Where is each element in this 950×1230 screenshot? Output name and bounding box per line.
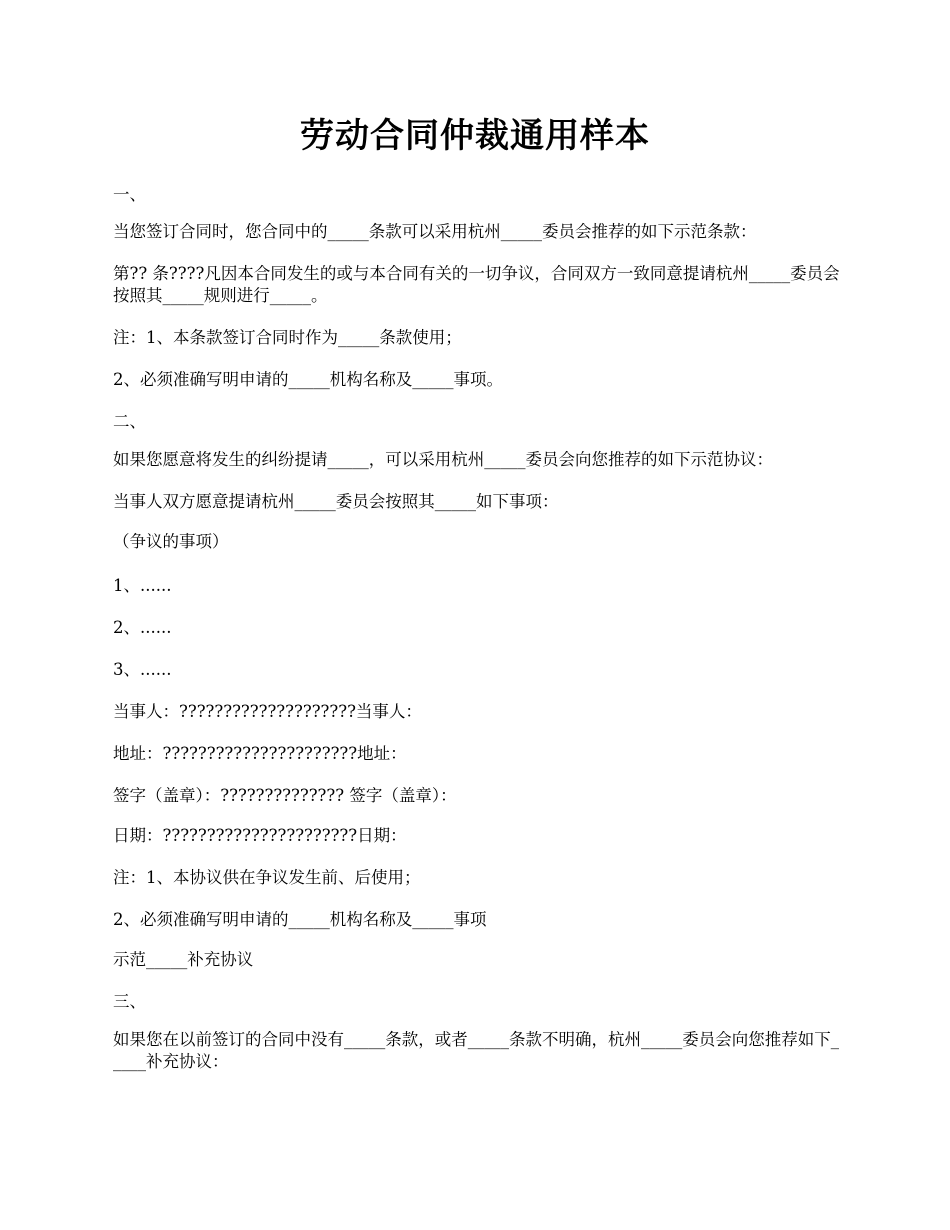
list-item: 1、...... <box>113 576 172 595</box>
section-heading-one: 一、 <box>113 185 146 204</box>
list-item: 2、...... <box>113 618 172 637</box>
signature-line-seal: 签字（盖章）：?????????????? 签字（盖章）： <box>113 786 457 805</box>
paragraph: 示范_____补充协议 <box>113 950 254 969</box>
list-item: 3、...... <box>113 660 172 679</box>
signature-line-party: 当事人：????????????????????当事人： <box>113 702 422 721</box>
paragraph: 第?? 条????凡因本合同发生的或与本合同有关的一切争议，合同双方一致同意提请杭州_____委员会按照其_____规则进行_____。 <box>113 264 840 305</box>
document-title: 劳动合同仲裁通用样本 <box>300 116 650 156</box>
paragraph: 2、必须准确写明申请的_____机构名称及_____事项。 <box>113 370 503 389</box>
paragraph: 注：1、本协议供在争议发生前、后使用； <box>113 868 421 887</box>
paragraph: （争议的事项） <box>113 532 229 551</box>
paragraph: 当事人双方愿意提请杭州_____委员会按照其_____如下事项： <box>113 492 559 511</box>
paragraph: 当您签订合同时，您合同中的_____条款可以采用杭州_____委员会推荐的如下示范条款： <box>113 222 757 241</box>
section-heading-three: 三、 <box>113 992 146 1011</box>
paragraph: 如果您愿意将发生的纠纷提请_____，可以采用杭州_____委员会向您推荐的如下示范协议： <box>113 450 773 469</box>
paragraph: 如果您在以前签订的合同中没有_____条款，或者_____条款不明确，杭州_____委员会向您推荐如下_____补充协议： <box>113 1030 839 1071</box>
signature-line-date: 日期：??????????????????????日期： <box>113 826 407 845</box>
paragraph: 注：1、本条款签订合同时作为_____条款使用； <box>113 328 462 347</box>
section-heading-two: 二、 <box>113 412 146 431</box>
signature-line-address: 地址：??????????????????????地址： <box>113 744 407 763</box>
paragraph: 2、必须准确写明申请的_____机构名称及_____事项 <box>113 910 487 929</box>
